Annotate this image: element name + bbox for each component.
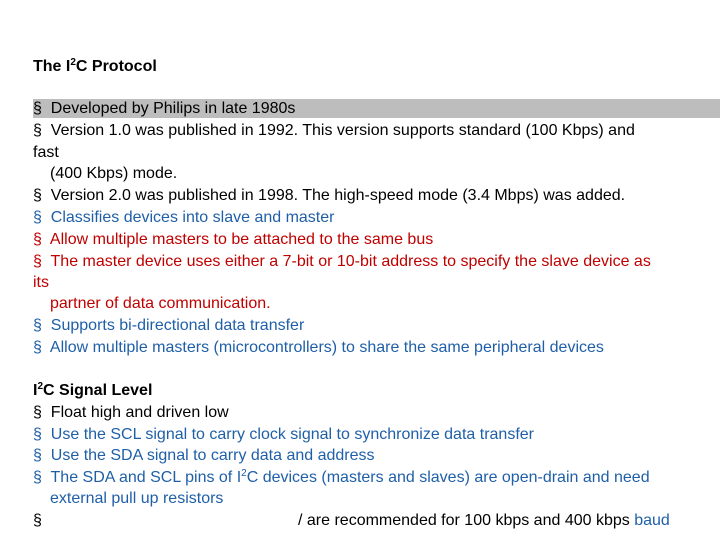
bullet-icon: §	[33, 339, 42, 356]
bullet-text: Float high and driven low	[50, 404, 229, 421]
bullet-text: Version 2.0 was published in 1998. The high-speed mode (3.4 Mbps) was added.	[50, 187, 626, 204]
bullet-item	[33, 511, 42, 530]
bullet-item	[33, 121, 635, 140]
bullet-text: Supports bi-directional data transfer	[50, 317, 305, 334]
bullet-item	[33, 230, 433, 249]
bullet-item	[33, 252, 651, 271]
bullet-item	[33, 468, 650, 487]
bullet-item	[33, 338, 604, 357]
bullet-text-rest: C devices (masters and slaves) are open-drain and need	[246, 469, 650, 486]
bullet-text: The SDA and SCL pins of I	[50, 469, 242, 486]
section-title-signal-level	[33, 381, 152, 400]
bullet-item	[33, 446, 375, 465]
title-text: The I	[33, 58, 71, 75]
title-superscript: 2	[37, 381, 44, 392]
bullet-text: The master device uses either a 7-bit or 10-bit address to specify the slave device as	[50, 253, 651, 270]
title-text-rest: C Signal Level	[43, 382, 153, 399]
bullet-icon: §	[33, 447, 42, 464]
bullet-icon: §	[33, 317, 42, 334]
bullet-icon: §	[33, 209, 42, 226]
bullet-text-main: / are recommended for 100 kbps and 400 kbps	[298, 512, 630, 529]
bullet-continuation: partner of data communication.	[50, 295, 271, 312]
bullet-item	[33, 425, 534, 444]
bullet-text: Allow multiple masters (microcontrollers) to share the same peripheral devices	[49, 339, 604, 356]
bullet-icon: §	[33, 100, 42, 117]
bullet-continuation: external pull up resistors	[50, 490, 224, 507]
bullet-icon: §	[33, 122, 42, 139]
bullet-text: Allow multiple masters to be attached to the same bus	[49, 231, 434, 248]
bullet-continuation: fast	[33, 144, 59, 161]
bullet-text: Use the SDA signal to carry data and address	[50, 447, 375, 464]
bullet-continuation: its	[33, 274, 49, 291]
bullet-icon: §	[33, 512, 42, 529]
bullet-icon: §	[33, 469, 42, 486]
bullet-text	[298, 511, 670, 530]
bullet-icon: §	[33, 187, 42, 204]
bullet-continuation: (400 Kbps) mode.	[50, 165, 178, 182]
bullet-icon: §	[33, 404, 42, 421]
bullet-text: Classifies devices into slave and master	[50, 209, 335, 226]
bullet-icon: §	[33, 426, 42, 443]
bullet-item	[33, 403, 229, 422]
bullet-text-baud: baud	[634, 512, 670, 529]
superscript: 2	[241, 468, 247, 479]
bullet-text: Developed by Philips in late 1980s	[50, 100, 296, 117]
bullet-icon: §	[33, 253, 42, 270]
bullet-item	[33, 186, 625, 205]
title-superscript: 2	[70, 57, 76, 68]
section-title-i2c-protocol	[33, 57, 157, 76]
bullet-item	[33, 208, 334, 227]
title-text: I	[33, 382, 38, 399]
bullet-icon: §	[33, 231, 42, 248]
bullet-text: Use the SCL signal to carry clock signal to synchronize data transfer	[50, 426, 534, 443]
bullet-item-highlighted	[33, 99, 720, 118]
bullet-item	[33, 316, 304, 335]
bullet-text: Version 1.0 was published in 1992. This version supports standard (100 Kbps) and	[50, 122, 635, 139]
title-text-rest: C Protocol	[75, 58, 157, 75]
